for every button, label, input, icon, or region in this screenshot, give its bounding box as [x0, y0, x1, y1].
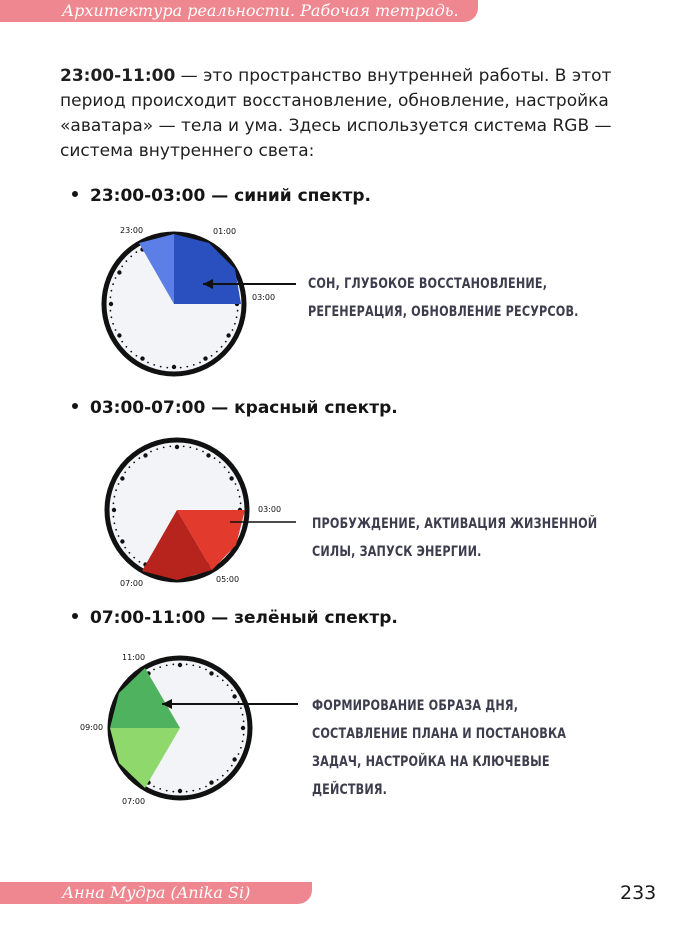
minute-tick	[110, 296, 112, 298]
minute-tick	[129, 466, 131, 468]
hour-tick	[232, 757, 236, 761]
minute-tick	[221, 346, 223, 348]
red-clock	[98, 432, 308, 592]
minute-tick	[186, 664, 188, 666]
section-blue-description: СОН, ГЛУБОКОЕ ВОССТАНОВЛЕНИЕ, РЕГЕНЕРАЦИЯ, ОБНОВЛЕНИЕ РЕСУРСОВ.	[308, 276, 579, 320]
minute-tick	[227, 684, 229, 686]
minute-tick	[224, 466, 226, 468]
minute-tick	[227, 770, 229, 772]
minute-tick	[147, 362, 149, 364]
minute-tick	[205, 669, 207, 671]
hour-tick	[209, 671, 213, 675]
hour-tick	[229, 476, 233, 480]
time-label: 07:00	[122, 797, 146, 806]
minute-tick	[118, 535, 120, 537]
minute-tick	[166, 790, 168, 792]
minute-tick	[169, 446, 171, 448]
hour-tick	[178, 789, 182, 793]
minute-tick	[126, 346, 128, 348]
minute-tick	[133, 557, 135, 559]
minute-tick	[216, 351, 218, 353]
minute-tick	[231, 690, 233, 692]
hour-tick	[120, 476, 124, 480]
intro-time: 23:00-11:00	[60, 66, 176, 86]
section-time: 03:00-07:00	[90, 398, 206, 418]
minute-tick	[196, 448, 198, 450]
hour-tick	[109, 302, 113, 306]
minute-tick	[234, 323, 236, 325]
header-title: Архитектура реальности. Рабочая тетрадь.	[62, 1, 459, 20]
minute-tick	[199, 362, 201, 364]
section-green-heading	[72, 606, 398, 630]
footer-author: Анна Мудра (Anika Si)	[62, 883, 251, 902]
minute-tick	[115, 489, 117, 491]
section-green-description: ФОРМИРОВАНИЕ ОБРАЗА ДНЯ, СОСТАВЛЕНИЕ ПЛАНА И ПОСТАНОВКА ЗАДАЧ, НАСТРОЙКА НА КЛЮЧЕВЫЕ ДЕЙСТВИЯ.	[312, 698, 567, 798]
time-label: 23:00	[120, 226, 144, 235]
section-red-heading	[72, 396, 398, 420]
minute-tick	[240, 502, 242, 504]
minute-tick	[205, 786, 207, 788]
minute-tick	[150, 451, 152, 453]
minute-tick	[183, 446, 185, 448]
hour-tick	[143, 453, 147, 457]
minute-tick	[153, 786, 155, 788]
hour-tick	[206, 453, 210, 457]
blue-clock	[90, 220, 320, 380]
minute-tick	[126, 260, 128, 262]
blue-sector-dark	[174, 234, 241, 304]
hour-tick	[175, 445, 179, 449]
minute-tick	[156, 448, 158, 450]
minute-tick	[192, 665, 194, 667]
minute-tick	[240, 707, 242, 709]
hour-tick	[232, 694, 236, 698]
minute-tick	[153, 669, 155, 671]
minute-tick	[111, 290, 113, 292]
minute-tick	[136, 355, 138, 357]
hour-tick	[140, 356, 144, 360]
hour-tick	[120, 539, 124, 543]
hour-tick	[172, 365, 176, 369]
minute-tick	[231, 765, 233, 767]
bullet-dot	[72, 191, 78, 197]
intro-paragraph	[60, 64, 620, 164]
minute-tick	[130, 351, 132, 353]
hour-tick	[117, 270, 121, 274]
minute-tick	[238, 753, 240, 755]
minute-tick	[114, 496, 116, 498]
hour-tick	[117, 333, 121, 337]
minute-tick	[211, 355, 213, 357]
minute-tick	[113, 502, 115, 504]
minute-tick	[115, 529, 117, 531]
minute-tick	[225, 341, 227, 343]
hour-tick	[112, 508, 116, 512]
minute-tick	[139, 457, 141, 459]
minute-tick	[186, 791, 188, 793]
minute-tick	[129, 552, 131, 554]
bullet-dot	[72, 403, 78, 409]
hour-tick	[241, 726, 245, 730]
minute-tick	[228, 472, 230, 474]
minute-tick	[242, 714, 244, 716]
minute-tick	[189, 447, 191, 449]
minute-tick	[121, 266, 123, 268]
section-red-description: ПРОБУЖДЕНИЕ, АКТИВАЦИЯ ЖИЗНЕННОЙ СИЛЫ, ЗАПУСК ЭНЕРГИИ.	[312, 516, 598, 560]
minute-tick	[166, 665, 168, 667]
minute-tick	[112, 323, 114, 325]
minute-tick	[192, 790, 194, 792]
minute-tick	[111, 316, 113, 318]
minute-tick	[118, 483, 120, 485]
minute-tick	[193, 364, 195, 366]
minute-tick	[222, 775, 224, 777]
green-clock	[78, 648, 308, 812]
bullet-dot	[72, 613, 78, 619]
hour-tick	[209, 780, 213, 784]
minute-tick	[153, 364, 155, 366]
minute-tick	[235, 483, 237, 485]
minute-tick	[121, 341, 123, 343]
minute-tick	[186, 366, 188, 368]
page-number: 233	[620, 882, 657, 904]
time-label: 07:00	[120, 579, 144, 588]
minute-tick	[240, 747, 242, 749]
hour-tick	[226, 333, 230, 337]
minute-tick	[243, 734, 245, 736]
minute-tick	[199, 666, 201, 668]
minute-tick	[115, 277, 117, 279]
time-label: 05:00	[216, 575, 240, 584]
minute-tick	[124, 472, 126, 474]
minute-tick	[136, 251, 138, 253]
time-label: 01:00	[213, 227, 237, 236]
minute-tick	[217, 675, 219, 677]
minute-tick	[219, 462, 221, 464]
time-label: 11:00	[122, 653, 146, 662]
minute-tick	[114, 522, 116, 524]
minute-tick	[243, 720, 245, 722]
minute-tick	[124, 547, 126, 549]
time-label: 03:00	[252, 293, 276, 302]
section-blue-heading	[72, 184, 371, 208]
section-title: — синий спектр.	[205, 186, 371, 206]
minute-tick	[180, 367, 182, 369]
hour-tick	[203, 356, 207, 360]
minute-tick	[112, 283, 114, 285]
minute-tick	[232, 329, 234, 331]
intro-text: — это пространство внутренней работы. В этот период происходит восстановление, обновление, настройка «аватара» — тела и ума. Здесь используется система RGB — система внутреннего света:	[60, 66, 612, 161]
hour-tick	[178, 663, 182, 667]
minute-tick	[242, 740, 244, 742]
time-label: 09:00	[80, 723, 104, 732]
minute-tick	[202, 451, 204, 453]
minute-tick	[159, 666, 161, 668]
minute-tick	[237, 489, 239, 491]
minute-tick	[159, 788, 161, 790]
minute-tick	[172, 791, 174, 793]
minute-tick	[130, 256, 132, 258]
minute-tick	[166, 367, 168, 369]
minute-tick	[238, 701, 240, 703]
minute-tick	[236, 316, 238, 318]
section-time: 23:00-03:00	[90, 186, 206, 206]
minute-tick	[237, 310, 239, 312]
minute-tick	[239, 496, 241, 498]
minute-tick	[217, 779, 219, 781]
minute-tick	[172, 664, 174, 666]
minute-tick	[133, 462, 135, 464]
time-label: 03:00	[258, 505, 282, 514]
section-time: 07:00-11:00	[90, 608, 206, 628]
minute-tick	[163, 447, 165, 449]
minute-tick	[214, 457, 216, 459]
minute-tick	[139, 561, 141, 563]
minute-tick	[199, 788, 201, 790]
minute-tick	[115, 329, 117, 331]
minute-tick	[160, 366, 162, 368]
minute-tick	[222, 680, 224, 682]
section-title: — красный спектр.	[205, 398, 398, 418]
minute-tick	[110, 310, 112, 312]
minute-tick	[113, 516, 115, 518]
section-title: — зелёный спектр.	[205, 608, 398, 628]
